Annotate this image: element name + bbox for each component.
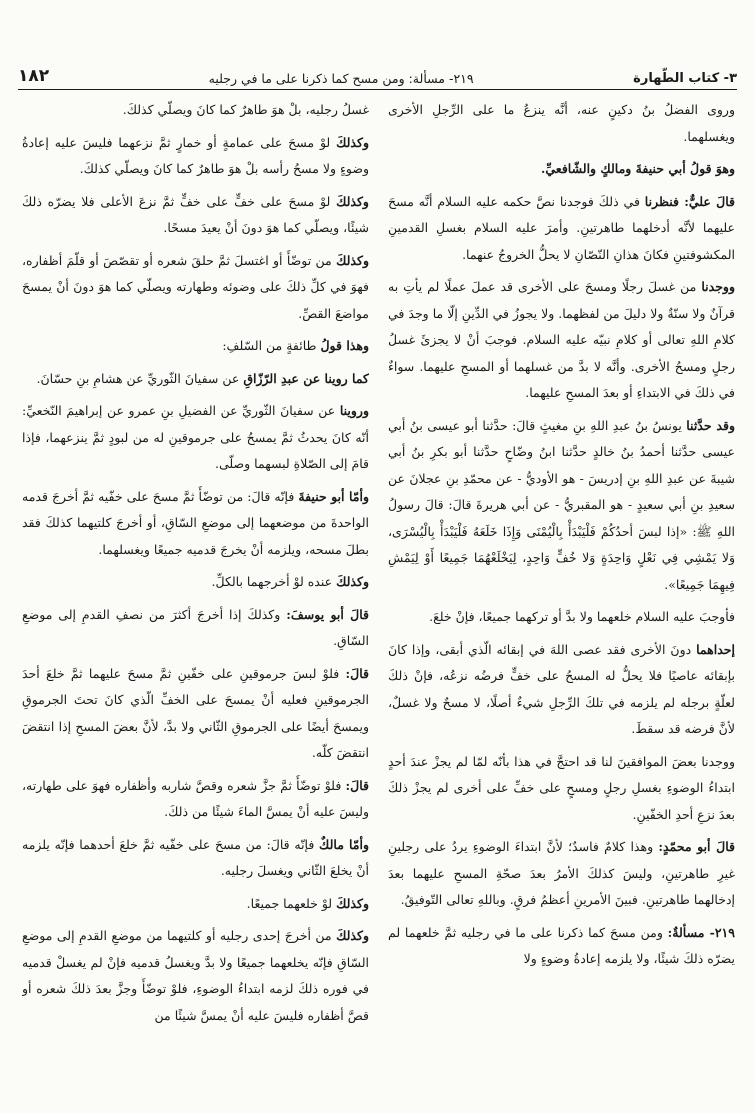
paragraph-text: فلوْ لبسَ جرموقينِ على خفّينِ ثمَّ مسحَ عليهما ثمَّ خلعَ أحدَ الجرموقينِ فعليه أنْ يمسحَ على الخفِّ الّذي كانَ تحتَ الجرموقِ ويمسحَ أيضًا على الجرموقِ الثّاني ولا بدَّ، لأنَّ بعضَ المسحِ إذا انتقضَ انتقضَ كلّه. <box>22 665 369 760</box>
paragraph-lead: وقد حدَّثنا <box>686 417 735 433</box>
paragraph-text: غسلُ رجليه، بلْ هوَ طاهرٌ كما كانَ ويصلّي كذلكَ. <box>122 102 369 117</box>
page-number: ١٨٢ <box>18 66 50 86</box>
paragraph-text: في ذلكَ فوجدنا نصَّ حكمه عليه السلام أنَّه مسحَ عليهما لأنَّه أدخلهما طاهرتينِ. وأمرَ عليه السلام بغسلِ القدمينِ المكشوفتينِ فكانَ هذانِ النّصّانِ لا يحلُّ الخروجُ عنهما. <box>388 193 735 262</box>
paragraph <box>388 97 735 150</box>
paragraph-text: لوْ خلعهما جميعًا. <box>246 895 333 911</box>
paragraph <box>22 97 369 124</box>
paragraph-lead: قالَ عليٌّ: فنظرنا <box>644 193 735 209</box>
paragraph-lead: وأمّا أبو حنيفةَ <box>298 488 369 504</box>
chapter-title: ٣- كتاب الطّهارة <box>633 71 737 86</box>
right-text-column <box>388 97 735 1102</box>
paragraph <box>22 484 369 564</box>
paragraph <box>22 773 369 826</box>
paragraph <box>388 604 735 631</box>
paragraph-text: لوْ مسحَ على عمامةٍ أو خمارٍ ثمَّ نزعهما فليسَ عليه إعادةُ وضوءٍ ولا مسحُ رأسه بلْ هوَ طاهرٌ كما كانَ ويصلّي كذلكَ. <box>22 134 369 176</box>
paragraph <box>22 569 369 596</box>
paragraph <box>22 661 369 767</box>
paragraph <box>388 834 735 914</box>
paragraph-text: وروى الفضلُ بنُ دكينٍ عنه، أنَّه ينزعُ ما على الرِّجلِ الأخرى ويغسلهما. <box>388 102 735 144</box>
paragraph-text: دونَ الأخرى فقد عصى اللهَ في إبقائه الّذي أبقى، وإذا كانَ بإبقائه عاصيًا فلا يحلُّ له المسحُ على خفٍّ فرضُه نزعُه، فإنْ ذلكَ لعلّةٍ برجله لم يلزمه في تلكَ الرِّجلِ شيءٌ أصلًا، لا مسحٌ ولا غسلٌ، لأنَّ فرضه قد سقطَ. <box>388 641 735 736</box>
paragraph-lead: قالَ: <box>345 777 369 793</box>
paragraph-text: ووجدنا بعضَ الموافقينَ لنا قد احتجَّ في هذا بأنّه لمّا لم يجزْ عندَ أحدٍ ابتداءُ الوضوءِ بغسلِ رجلٍ ومسحٍ على خفِّ على أخرى لم يجزْ ذلكَ بعدَ نزعِ أحدِ الخفّينِ. <box>388 753 735 822</box>
paragraph-lead: وكذلكَ <box>336 928 369 943</box>
paragraph <box>388 274 735 407</box>
paragraph-text: طائفةٍ من السّلفِ: <box>222 338 317 353</box>
paragraph-text: عن سفيانَ الثّوريِّ عن هشامِ بنِ حسّانَ. <box>36 370 240 386</box>
paragraph-lead: وكذلكَ <box>336 193 369 209</box>
paragraph-lead: إحداهما <box>696 641 735 657</box>
paragraph-text: وكذلكَ إذا أخرجَ أكثرَ من نصفِ القدمِ إلى موضعِ السّاقِ. <box>22 606 369 648</box>
paragraph <box>388 637 735 743</box>
paragraph <box>22 923 369 1029</box>
paragraph-lead: وكذلكَ <box>336 134 369 150</box>
paragraph-text: عنده لوْ أخرجهما بالكلِّ. <box>211 574 333 589</box>
paragraph-lead: قالَ أبو محمّدٍ: <box>658 839 735 854</box>
paragraph-lead: ٢١٩- مسألةٌ: <box>667 924 735 940</box>
paragraph-lead: وهذا قولُ <box>320 338 369 353</box>
paragraph-text: من توضّأَ أو اغتسلَ ثمَّ حلقَ شعره أو تقصّصَ أو قلّمَ أظفاره، فهوَ في كلِّ ذلكَ على وضوئه وطهارته ويصلّي كما هوَ دونَ أنْ يمسحَ مواضعَ القصِّ. <box>22 252 369 321</box>
running-header <box>18 56 737 90</box>
paragraph <box>22 189 369 242</box>
paragraph-text: فإنّه قالَ: من مسحَ على خفّيه ثمَّ خلعَ أحدهما فإنّه يلزمه أنْ يخلعَ الثّاني ويغسلَ رجليه. <box>22 836 369 878</box>
paragraph <box>388 413 735 599</box>
paragraph-lead: وهوَ قولُ أبي حنيفةَ ومالكٍ والشّافعيِّ. <box>541 161 735 176</box>
paragraph <box>388 749 735 829</box>
paragraph <box>388 189 735 269</box>
paragraph-lead: قالَ: <box>345 665 369 681</box>
paragraph-text: لوْ مسحَ على خفٍّ على خفٍّ ثمَّ نزعَ الأعلى فلا يضرّه ذلكَ شيئًا، ويصلّي كما هوَ دونَ أنْ يعيدَ مسحًا. <box>22 193 369 235</box>
paragraph <box>388 156 735 183</box>
paragraph-lead: وروينا <box>339 403 369 418</box>
paragraph-text: من غسلَ رجلًا ومسحَ على الأخرى قد عملَ عملًا لم يأتِ به قرآنٌ ولا سنّةٌ ولا دليلَ من لفظهما. ولا يجوزُ في الدِّينِ إلّا ما وجدَ في كلامِ اللهِ تعالى أو كلامِ نبيّه عليه السلام. فوجبَ أنْ لا يجزئَ غسلُ رجلٍ ومسحُ الأخرى. وأنَّه لا بدَّ من غسلهما أو المسحِ عليهما. سواءٌ في ذلكَ في الابتداءِ أو بعدَ المسحِ عليهما. <box>388 279 735 400</box>
paragraph <box>22 602 369 655</box>
paragraph-text: من أخرجَ إحدى رجليه أو كلتيهما من موضعِ القدمِ إلى موضعِ السّاقِ فإنّه يخلعهما جميعًا ولا بدَّ ويغسلُ قدميه فإنْ لم يغسلْ قدميه في فوره ذلكَ لزمه ابتداءُ الوضوءِ، فلوْ توضّأَ وجزَّ بعدَ ذلكَ شعره أو قصَّ أظفاره فليسَ عليه أنْ يمسَّ شيئًا من <box>22 928 369 1023</box>
paragraph-lead: وكذلكَ <box>336 252 369 268</box>
paragraph <box>22 832 369 885</box>
paragraph <box>22 366 369 393</box>
paragraph-lead: قالَ أبو يوسفَ: <box>286 606 369 622</box>
paragraph-lead: كما روينا عن عبدِ الرّزّاقِ <box>243 370 369 386</box>
paragraph <box>22 891 369 918</box>
paragraph <box>22 248 369 328</box>
paragraph-text: وهذا كلامٌ فاسدٌ؛ لأنَّ ابتداءَ الوضوءِ يردُ على رجلينِ غيرِ طاهرتينِ، وليسَ كذلكَ الأمرُ بعدَ صحّةِ المسحِ عليهما بعدَ إدخالهما طاهرتينِ. فبينَ الأمرينِ أعظمُ فرقٍ. وباللهِ تعالى التّوفيقُ. <box>388 839 735 907</box>
left-text-column <box>22 97 369 1102</box>
paragraph <box>388 920 735 973</box>
paragraph-text: عن سفيانَ الثّوريِّ عن الفضيلِ بنِ عمرو عن إبراهيمَ النّخعيِّ: أنّه كانَ يحدثُ ثمَّ يمسحُ على جرموقينِ له من لبودٍ ثمَّ ينزعهما، فإذا قامَ إلى الصّلاةِ لبسهما وصلّى. <box>22 403 369 471</box>
paragraph <box>22 398 369 478</box>
paragraph-text: ومن مسحَ كما ذكرنا على ما في رجليه ثمَّ خلعهما لم يضرّه ذلكَ شيئًا، ولا يلزمه إعادةُ وضوءٍ ولا <box>388 924 735 966</box>
paragraph <box>22 130 369 183</box>
paragraph-lead: ووجدنا <box>701 279 735 294</box>
paragraph-text: يونسُ بنُ عبدِ اللهِ بنِ مغيثٍ قالَ: حدَّثنا أبو عيسى بنُ أبي عيسى حدَّثنا أحمدُ بنُ خالدٍ حدَّثنا ابنُ وضّاحٍ حدَّثنا أبو بكرِ بنُ أبي شيبةَ عن عبدِ اللهِ بنِ إدريسَ - هو الأوديُّ - عن محمّدِ بنِ عجلانَ عن سعيدِ بنِ أبي سعيدٍ - هو المقبريُّ - عن أبي هريرةَ قالَ: قالَ رسولُ اللهِ ﷺ: «إذا لبسَ أحدُكُمْ فَلْيَبْدَأْ بِالْيُمْنَى وَإِذَا خَلَعَهُ فَلْيَبْدَأْ بِالْيُسْرَى، وَلا يَمْشِي فِي نَعْلٍ وَاحِدَةٍ وَلا خُفٍّ وَاحِدٍ، لِيَخْلَعْهُمَا جَمِيعًا أَوْ لِيَمْشِ فِيهِمَا جَمِيعًا». <box>388 417 735 592</box>
paragraph-lead: وأمّا مالكٌ <box>319 836 369 852</box>
paragraph-text: فلوْ توضّأَ ثمَّ جزَّ شعره وقصَّ شاربه وأظفاره فهوَ على طهارته، وليسَ عليه أنْ يمسَّ الماءَ شيئًا من ذلكَ. <box>22 777 369 819</box>
section-title: ٢١٩- مسألة: ومن مسح كما ذكرنا على ما في رجليه <box>208 71 474 86</box>
paragraph-lead: وكذلكَ <box>336 574 369 589</box>
paragraph-text: فأوجبَ عليه السلام خلعهما ولا بدَّ أو تركهما جميعًا، فإنْ خلعَ. <box>429 609 735 624</box>
paragraph <box>22 333 369 360</box>
paragraph-text: فإنّه قالَ: من توضّأَ ثمَّ مسحَ على خفّيه ثمَّ أخرجَ قدمه الواحدةَ من موضعهما إلى موضعِ السّاقِ، أو أخرجَ كلتيهما كذلكَ فقد بطلَ مسحه، ويلزمه أنْ يخرجَ قدميه جميعًا ويغسلهما. <box>22 488 369 557</box>
paragraph-lead: وكذلكَ <box>336 895 369 911</box>
